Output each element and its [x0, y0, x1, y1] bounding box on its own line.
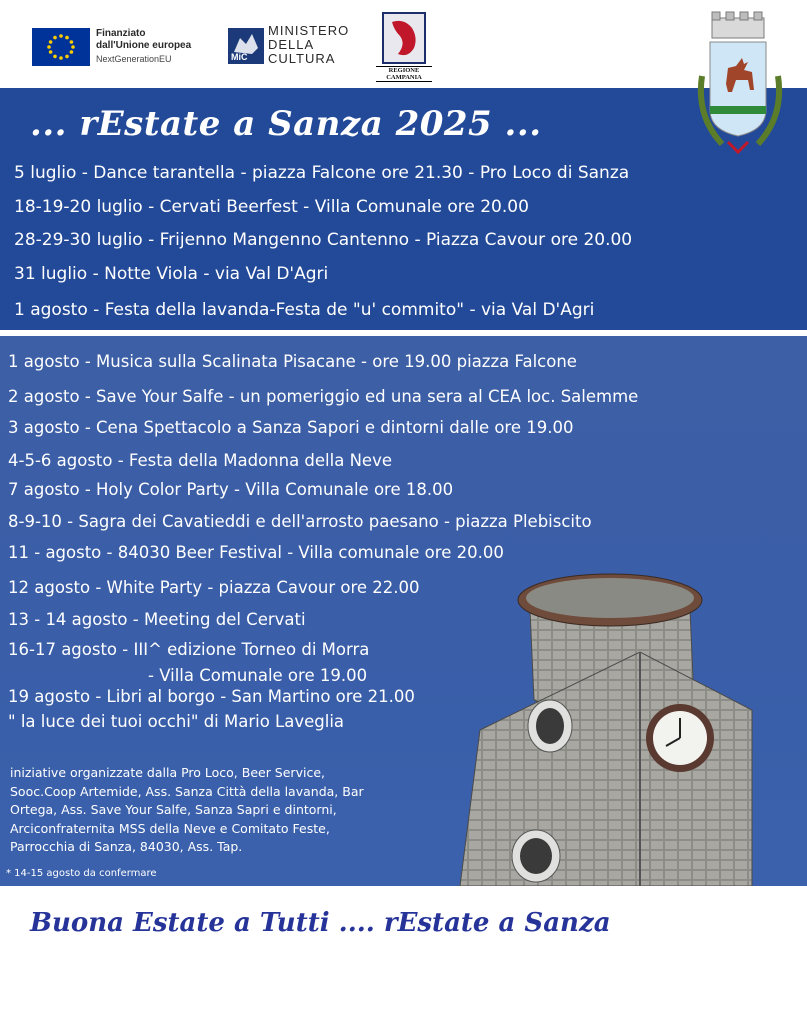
- sanza-coat-of-arms: [692, 6, 788, 162]
- eu-funding-text: [96, 28, 191, 66]
- event-top-item: 18-19-20 luglio - Cervati Beerfest - Villa Comunale ore 20.00: [14, 197, 529, 217]
- event-bottom-item: 19 agosto - Libri al borgo - San Martino ore 21.00: [8, 687, 415, 706]
- event-bottom-item: 11 - agosto - 84030 Beer Festival - Villa comunale ore 20.00: [8, 543, 504, 562]
- organizers-note: [10, 764, 440, 857]
- regione-campania-shield: [382, 12, 426, 64]
- event-top-item: 5 luglio - Dance tarantella - piazza Falcone ore 21.30 - Pro Loco di Sanza: [14, 163, 630, 183]
- ministero-line-3: CULTURA: [268, 51, 336, 66]
- event-bottom-item: 12 agosto - White Party - piazza Cavour ore 22.00: [8, 578, 420, 597]
- event-bottom-item: 8-9-10 - Sagra dei Cavatieddi e dell'arrosto paesano - piazza Plebiscito: [8, 512, 592, 531]
- event-bottom-item: 16-17 agosto - III^ edizione Torneo di Morra: [8, 640, 370, 659]
- eu-line-1: Finanziato: [96, 28, 146, 39]
- eu-flag-icon: [32, 28, 90, 66]
- mic-label: MiC: [231, 52, 248, 62]
- regione-label: REGIONE CAMPANIA: [376, 66, 432, 82]
- clock-tower-image: [440, 560, 780, 886]
- organizers-line: Ortega, Ass. Save Your Salfe, Sanza Sapri e dintorni,: [10, 802, 337, 817]
- event-bottom-item: 3 agosto - Cena Spettacolo a Sanza Sapori e dintorni dalle ore 19.00: [8, 418, 574, 437]
- event-bottom-item: - Villa Comunale ore 19.00: [148, 666, 368, 685]
- event-top-item: 28-29-30 luglio - Frijenno Mangenno Cantenno - Piazza Cavour ore 20.00: [14, 230, 633, 250]
- event-bottom-item: " la luce dei tuoi occhi" di Mario Laveglia: [8, 712, 345, 731]
- event-bottom-item: 2 agosto - Save Your Salfe - un pomeriggio ed una sera al CEA loc. Salemme: [8, 387, 639, 406]
- ministero-line-1: MINISTERO: [268, 23, 350, 38]
- event-bottom-item: 1 agosto - Musica sulla Scalinata Pisacane - ore 19.00 piazza Falcone: [8, 352, 577, 371]
- eu-line-2: dall'Unione europea: [96, 40, 192, 51]
- organizers-line: iniziative organizzate dalla Pro Loco, Beer Service,: [10, 765, 325, 780]
- ministero-text: [268, 24, 349, 66]
- event-bottom-item: 4-5-6 agosto - Festa della Madonna della Neve: [8, 451, 392, 470]
- eu-line-3: NextGenerationEU: [96, 54, 172, 64]
- event-top-item: 1 agosto - Festa della lavanda-Festa de "u' commito" - via Val D'Agri: [14, 300, 595, 320]
- event-bottom-item: 13 - 14 agosto - Meeting del Cervati: [8, 610, 306, 629]
- ministero-line-2: DELLA: [268, 37, 315, 52]
- date-confirmation-note: * 14-15 agosto da confermare: [6, 868, 157, 879]
- event-title: ... rEstate a Sanza 2025 ...: [30, 104, 542, 144]
- ministero-cultura-logo: [228, 28, 264, 64]
- event-top-item: 31 luglio - Notte Viola - via Val D'Agri: [14, 264, 329, 284]
- closing-slogan: Buona Estate a Tutti .... rEstate a Sanza: [30, 908, 611, 938]
- event-bottom-item: 7 agosto - Holy Color Party - Villa Comunale ore 18.00: [8, 480, 454, 499]
- logo-strip: [0, 0, 807, 88]
- regione-campania-logo: [376, 12, 432, 81]
- organizers-line: Sooc.Coop Artemide, Ass. Sanza Città della lavanda, Bar: [10, 783, 364, 799]
- organizers-line: Arciconfraternita MSS della Neve e Comitato Feste,: [10, 820, 330, 836]
- organizers-line: Parrocchia di Sanza, 84030, Ass. Tap.: [10, 839, 243, 854]
